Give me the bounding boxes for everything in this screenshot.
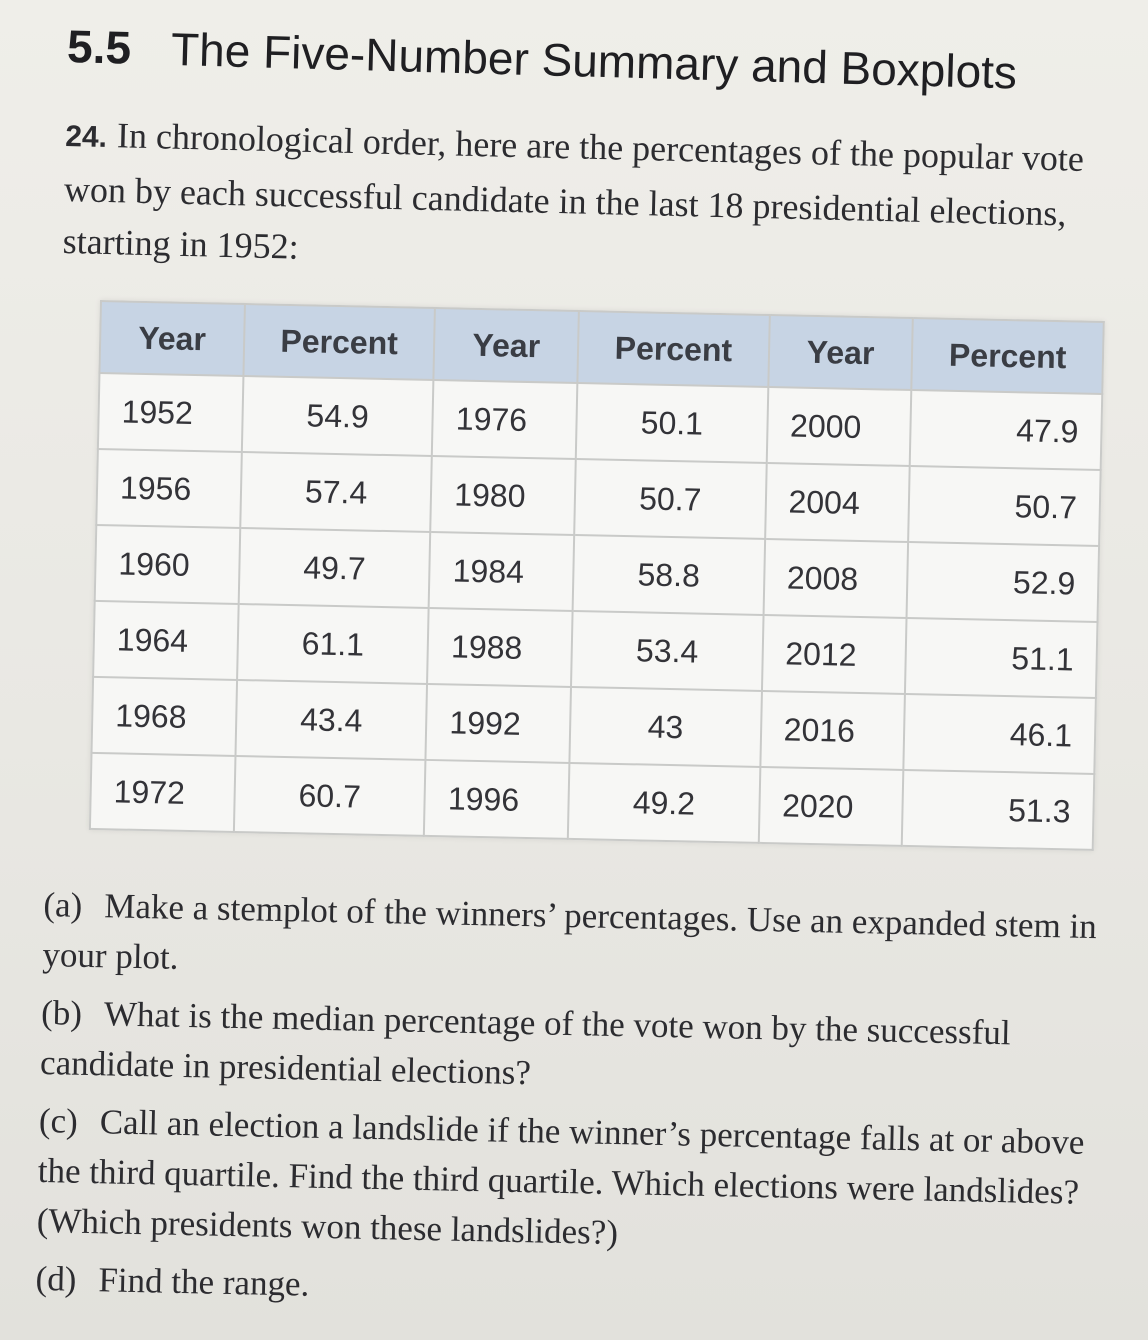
percent-cell: 49.2 — [568, 763, 760, 843]
year-cell: 1980 — [431, 456, 576, 535]
question-text: What is the median percentage of the vote won by the successful candidate in presidential elections? — [39, 994, 1012, 1093]
year-cell: 1972 — [90, 753, 235, 832]
percent-cell: 43 — [570, 687, 762, 767]
section-title: The Five-Number Summary and Boxplots — [170, 22, 1018, 99]
year-cell: 2004 — [765, 463, 910, 542]
percent-cell: 51.1 — [905, 618, 1097, 698]
question-label: (b) — [40, 992, 83, 1033]
problem-intro: In chronological order, here are the percentages of the popular vote won by each successful candidate in the last 18 presidential elections, starting in 1952: — [62, 115, 1085, 267]
year-cell: 1976 — [432, 380, 577, 459]
year-cell: 1968 — [92, 677, 237, 756]
percent-cell: 46.1 — [904, 694, 1096, 774]
percent-cell: 50.1 — [576, 383, 768, 463]
percent-cell: 54.9 — [242, 376, 434, 456]
question-text: Call an election a landslide if the winner’s percentage falls at or above the third quartile. Find the third quartile. Which elections were landslides? (Which presidents won these landslides?) — [36, 1102, 1085, 1253]
year-cell: 1996 — [424, 760, 569, 839]
percent-cell: 49.7 — [238, 528, 430, 608]
percent-cell: 58.8 — [573, 535, 765, 615]
year-cell: 2016 — [760, 691, 905, 770]
section-heading — [66, 18, 1127, 104]
column-header: Percent — [912, 318, 1104, 394]
election-table-container — [89, 300, 1105, 851]
year-cell: 1988 — [427, 608, 572, 687]
year-cell: 2012 — [762, 615, 907, 694]
problem-number: 24. — [64, 119, 108, 155]
percent-cell: 61.1 — [237, 604, 429, 684]
question-text: Find the range. — [98, 1260, 310, 1304]
column-header: Percent — [243, 304, 435, 380]
column-header: Year — [99, 301, 244, 376]
year-cell: 1952 — [98, 373, 243, 452]
percent-cell: 60.7 — [234, 756, 426, 836]
percent-cell: 51.3 — [902, 770, 1094, 850]
percent-cell: 52.9 — [907, 542, 1099, 622]
percent-cell: 53.4 — [571, 611, 763, 691]
year-cell: 2008 — [763, 539, 908, 618]
column-header: Year — [768, 315, 913, 390]
column-header: Percent — [577, 311, 769, 387]
question-b — [40, 988, 1122, 1111]
percent-cell: 57.4 — [240, 452, 432, 532]
year-cell: 1960 — [95, 525, 240, 604]
question-label: (a) — [43, 884, 83, 925]
year-cell: 1964 — [93, 601, 238, 680]
section-number: 5.5 — [66, 19, 132, 74]
problem-statement — [62, 108, 1106, 292]
question-list — [35, 880, 1124, 1335]
question-text: Make a stemplot of the winners’ percentages. Use an expanded stem in your plot. — [42, 886, 1098, 977]
column-header: Year — [434, 308, 579, 383]
question-c — [36, 1096, 1119, 1269]
question-label: (d) — [35, 1258, 77, 1299]
election-table — [89, 300, 1105, 851]
percent-cell: 43.4 — [235, 680, 427, 760]
question-label: (c) — [38, 1100, 79, 1141]
percent-cell: 47.9 — [910, 390, 1102, 470]
percent-cell: 50.7 — [574, 459, 766, 539]
year-cell: 1984 — [429, 532, 574, 611]
percent-cell: 50.7 — [909, 466, 1101, 546]
question-a — [42, 880, 1124, 1003]
year-cell: 2020 — [758, 767, 903, 846]
year-cell: 1956 — [96, 449, 241, 528]
year-cell: 2000 — [766, 387, 911, 466]
year-cell: 1992 — [426, 684, 571, 763]
